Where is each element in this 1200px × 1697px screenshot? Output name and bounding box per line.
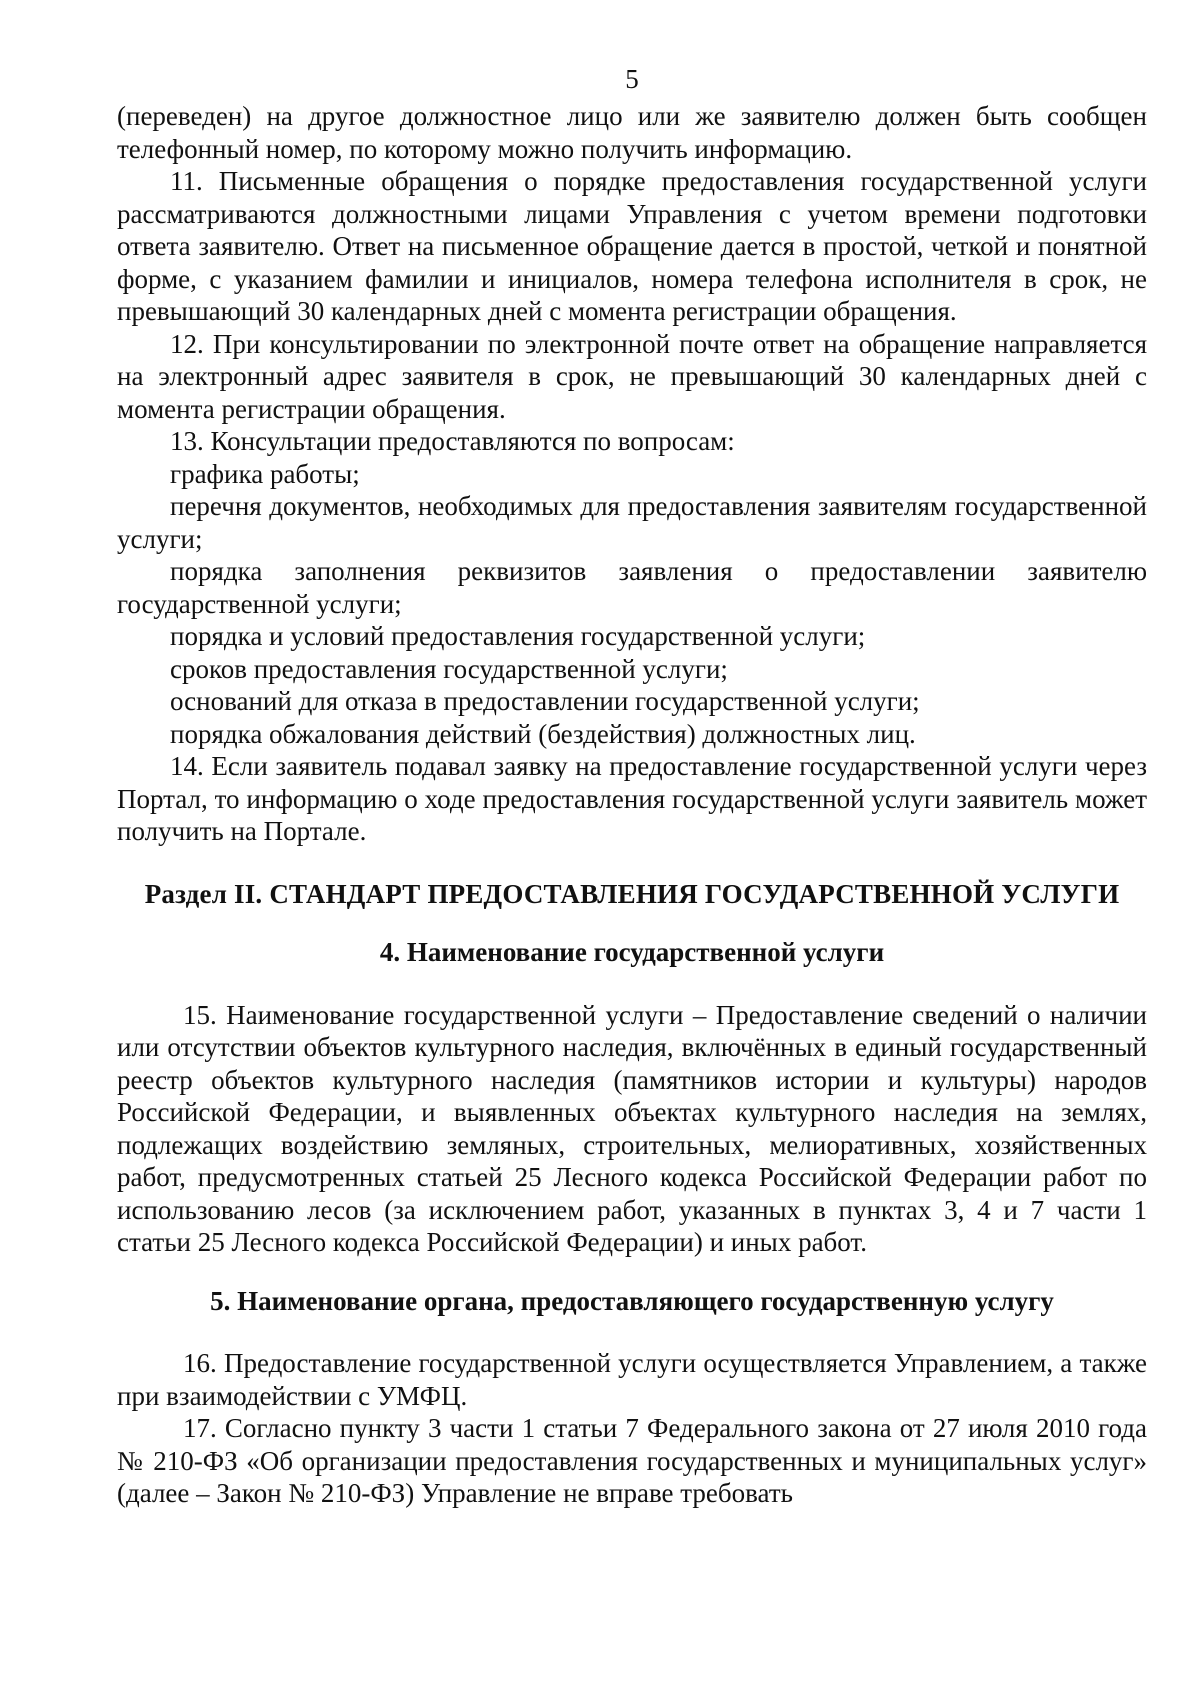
paragraph-continuation: (переведен) на другое должностное лицо или же заявителю должен быть сообщен телефонный номер, по которому можно получить информацию. (117, 101, 1147, 164)
document-page (117, 64, 1147, 1510)
subsection-4-title: 4. Наименование государственной услуги (379, 937, 885, 967)
paragraph-17: 17. Согласно пункту 3 части 1 статьи 7 Федерального закона от 27 июля 2010 года № 210-ФЗ «Об организации предоставления государственных и муниципальных услуг» (далее – Закон № 210-ФЗ) Управление не вправе требовать (117, 1413, 1147, 1508)
paragraph-16: 16. Предоставление государственной услуги осуществляется Управлением, а также при взаимодействии с УМФЦ. (117, 1348, 1147, 1411)
list-item: сроков предоставления государственной услуги; (170, 653, 728, 684)
list-item: перечня документов, необходимых для предоставления заявителям государственной услуги; (117, 491, 1147, 554)
page-number: 5 (625, 64, 639, 94)
paragraph-11: 11. Письменные обращения о порядке предоставления государственной услуги рассматриваются должностными лицами Управления с учетом времени подготовки ответа заявителю. Ответ на письменное обращение дается в простой, четкой и понятной форме, с указанием фамилии и инициалов, номера телефона исполнителя в срок, не превышающий 30 календарных дней с момента регистрации обращения. (117, 166, 1147, 326)
list-item: порядка обжалования действий (бездействия) должностных лиц. (170, 718, 916, 749)
paragraph-12: 12. При консультировании по электронной почте ответ на обращение направляется на электронный адрес заявителя в срок, не превышающий 30 календарных дней с момента регистрации обращения. (117, 328, 1147, 424)
list-item: порядка заполнения реквизитов заявления о предоставлении заявителю государственной услуги; (117, 556, 1147, 619)
section-title: Раздел II. СТАНДАРТ ПРЕДОСТАВЛЕНИЯ ГОСУДАРСТВЕННОЙ УСЛУГИ (144, 878, 1120, 909)
list-item: оснований для отказа в предоставлении государственной услуги; (170, 686, 920, 716)
subsection-5-title: 5. Наименование органа, предоставляющего государственную услугу (210, 1285, 1054, 1316)
list-item: порядка и условий предоставления государственной услуги; (170, 621, 866, 651)
paragraph-15: 15. Наименование государственной услуги – Предоставление сведений о наличии или отсутствии объектов культурного наследия, включённых в единый государственный реестр объектов культурного наследия (памятников истории и культуры) народов Российской Федерации, и выявленных объектах культурного наследия на землях, подлежащих воздействию земляных, строительных, мелиоративных, хозяйственных работ, предусмотренных статьей 25 Лесного кодекса Российской Федерации работ по использованию лесов (за исключением работ, указанных в пунктах 3, 4 и 7 части 1 статьи 25 Лесного кодекса Российской Федерации) и иных работ. (117, 999, 1147, 1257)
paragraph-13: 13. Консультации предоставляются по вопросам: (170, 426, 735, 456)
paragraph-14: 14. Если заявитель подавал заявку на предоставление государственной услуги через Портал, то информацию о ходе предоставления государственной услуги заявитель может получить на Портале. (117, 751, 1147, 846)
list-item: графика работы; (170, 458, 360, 489)
